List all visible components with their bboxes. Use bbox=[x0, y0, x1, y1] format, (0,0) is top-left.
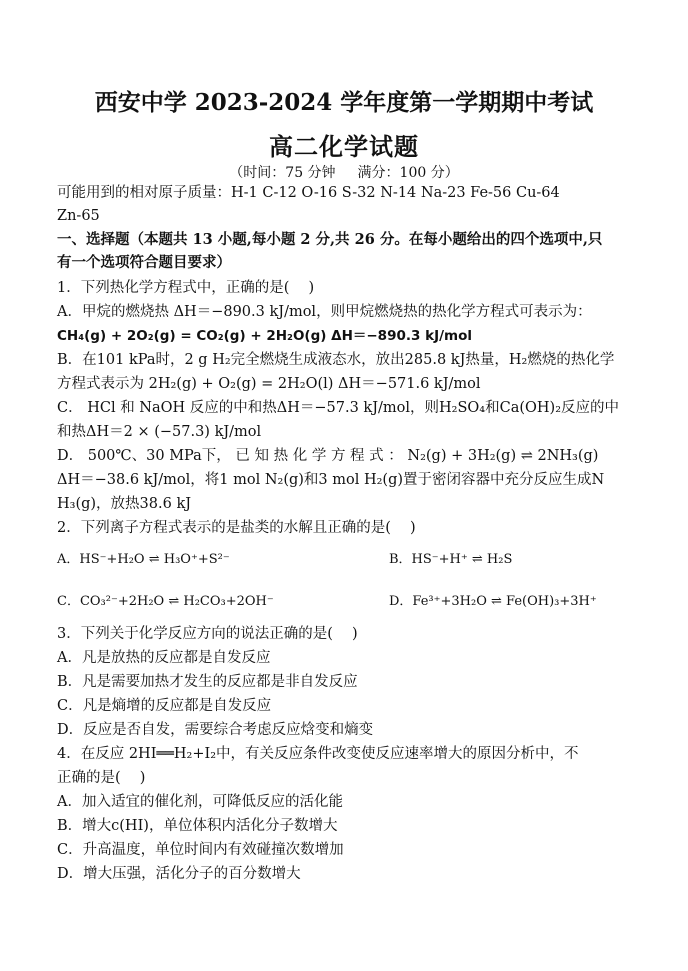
q2-stem: 2．下列离子方程式表示的是盐类的水解且正确的是( ) bbox=[57, 520, 416, 536]
q2-row-ab bbox=[57, 549, 657, 571]
q1-option-a-line1: A．甲烷的燃烧热 ΔH＝−890.3 kJ/mol，则甲烷燃烧热的热化学方程式可表示为： bbox=[57, 304, 592, 320]
q1-option-c-line2: 和热ΔH＝2 × (−57.3) kJ/mol bbox=[57, 424, 262, 440]
exam-title: 西安中学 2023-2024 学年度第一学期期中考试 bbox=[94, 89, 594, 116]
q3-option-c: C．凡是熵增的反应都是自发反应 bbox=[57, 698, 272, 714]
q4-option-d: D．增大压强，活化分子的百分数增大 bbox=[57, 866, 301, 882]
q2-option-b: B．HS⁻+H⁺ ⇌ H₂S bbox=[389, 552, 513, 567]
exam-time: （时间：75 分钟 bbox=[229, 165, 336, 181]
q1-option-a-line2: CH₄(g) + 2O₂(g) = CO₂(g) + 2H₂O(g) ΔH＝−890.3 kJ/mol bbox=[57, 328, 472, 344]
q2-option-c: C．CO₃²⁻+2H₂O ⇌ H₂CO₃+2OH⁻ bbox=[57, 594, 274, 609]
q4-option-c: C．升高温度，单位时间内有效碰撞次数增加 bbox=[57, 842, 344, 858]
q1-option-d-line1: D． 500℃、30 MPa下， 已 知 热 化 学 方 程 式 ： N₂(g) + 3H₂(g) ⇌ 2NH₃(g) bbox=[57, 448, 599, 464]
atomic-masses-line1: 可能用到的相对原子质量：H-1 C-12 O-16 S-32 N-14 Na-23 Fe-56 Cu-64 bbox=[57, 185, 560, 201]
q1-stem: 1．下列热化学方程式中，正确的是( ) bbox=[57, 280, 315, 296]
q3-option-b: B．凡是需要加热才发生的反应都是非自发反应 bbox=[57, 674, 358, 690]
q4-stem-line2: 正确的是( ) bbox=[57, 770, 146, 786]
section-heading-line2: 有一个选项符合题目要求） bbox=[57, 254, 231, 271]
q2-option-d: D．Fe³⁺+3H₂O ⇌ Fe(OH)₃+3H⁺ bbox=[389, 594, 597, 609]
atomic-masses-line2: Zn-65 bbox=[57, 208, 100, 224]
q4-option-b: B．增大c(HI)，单位体积内活化分子数增大 bbox=[57, 818, 338, 834]
exam-meta bbox=[0, 162, 688, 182]
section-heading-line1: 一、选择题（本题共 13 小题,每小题 2 分,共 26 分。在每小题给出的四个选项中,只 bbox=[57, 231, 603, 248]
exam-subtitle: 高二化学试题 bbox=[269, 132, 419, 161]
q2-row-cd bbox=[57, 591, 657, 613]
q4-option-a: A．加入适宜的催化剂，可降低反应的活化能 bbox=[57, 794, 343, 810]
q3-option-d: D．反应是否自发，需要综合考虑反应焓变和熵变 bbox=[57, 722, 374, 738]
q1-option-b-line1: B．在101 kPa时，2 g H₂完全燃烧生成液态水，放出285.8 kJ热量，H₂燃烧的热化学 bbox=[57, 352, 615, 368]
q1-option-b-line2: 方程式表示为 2H₂(g) + O₂(g) = 2H₂O(l) ΔH＝−571.6 kJ/mol bbox=[57, 376, 481, 392]
q1-option-c-line1: C． HCl 和 NaOH 反应的中和热ΔH＝−57.3 kJ/mol，则H₂SO₄和Ca(OH)₂反应的中 bbox=[57, 400, 620, 416]
q2-option-a: A．HS⁻+H₂O ⇌ H₃O⁺+S²⁻ bbox=[57, 552, 230, 567]
q1-option-d-line2: ΔH＝−38.6 kJ/mol，将1 mol N₂(g)和3 mol H₂(g)置于密闭容器中充分反应生成N bbox=[57, 472, 605, 488]
exam-score: 满分：100 分） bbox=[357, 165, 459, 181]
q4-stem-line1: 4．在反应 2HI══H₂+I₂中，有关反应条件改变使反应速率增大的原因分析中，不 bbox=[57, 746, 579, 762]
q1-option-d-line3: H₃(g)，放热38.6 kJ bbox=[57, 496, 192, 512]
q3-option-a: A．凡是放热的反应都是自发反应 bbox=[57, 650, 271, 666]
q3-stem: 3．下列关于化学反应方向的说法正确的是( ) bbox=[57, 626, 358, 642]
